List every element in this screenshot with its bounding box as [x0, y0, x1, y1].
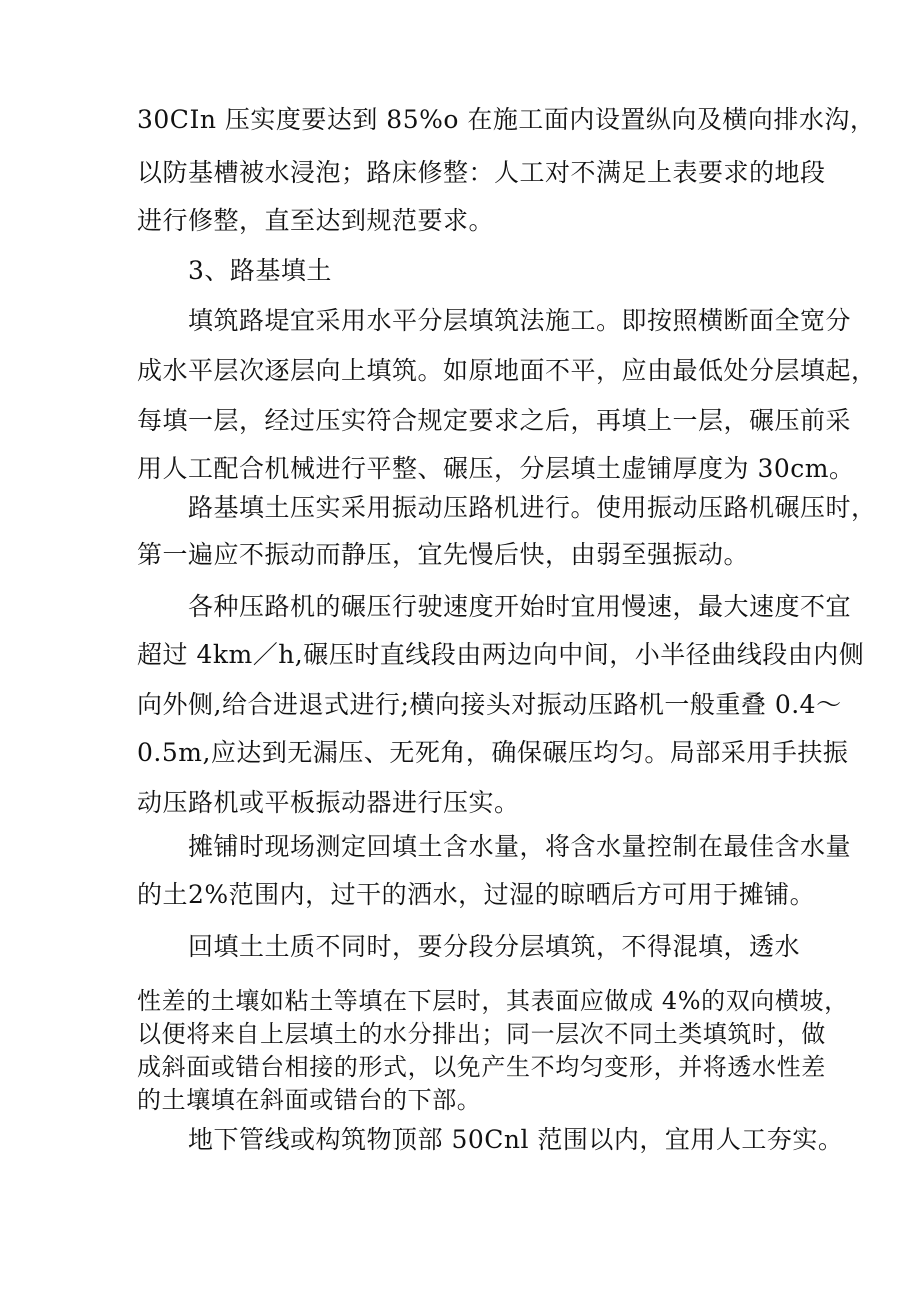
text-line: 动压路机或平板振动器进行压实。 [137, 788, 520, 817]
text-line: 回填土土质不同时，要分段分层填筑，不得混填，透水 [188, 932, 801, 961]
text-line: 以便将来自上层填土的水分排出；同一层次不同土类填筑时，做 [137, 1020, 826, 1048]
text-line: 地下管线或构筑物顶部 50Cnl 范围以内，宜用人工夯实。 [188, 1125, 844, 1154]
text-line: 超过 4km／h,碾压时直线段由两边向中间，小半径曲线段由内侧 [137, 640, 865, 669]
text-line: 进行修整，直至达到规范要求。 [137, 206, 495, 235]
text-line: 以防基槽被水浸泡；路床修整：人工对不满足上表要求的地段 [137, 158, 826, 187]
text-line: 30CIn 压实度要达到 85%o 在施工面内设置纵向及横向排水沟， [137, 105, 876, 134]
text-line: 的土壤填在斜面或错台的下部。 [137, 1086, 482, 1114]
text-line: 向外侧,给合进退式进行;横向接头对振动压路机一般重叠 0.4〜 [137, 690, 842, 719]
text-line: 每填一层，经过压实符合规定要求之后，再填上一层，碾压前采 [137, 406, 852, 435]
text-line: 摊铺时现场测定回填土含水量，将含水量控制在最佳含水量 [188, 832, 852, 861]
text-line: 第一遍应不振动而静压，宜先慢后快，由弱至强振动。 [137, 540, 750, 569]
text-line: 成斜面或错台相接的形式，以免产生不均匀变形，并将透水性差 [137, 1053, 826, 1081]
text-line: 的土2%范围内，过干的洒水，过湿的晾晒后方可用于摊铺。 [137, 880, 816, 909]
text-line: 性差的土壤如粘土等填在下层时，其表面应做成 4%的双向横坡， [137, 987, 849, 1015]
text-line: 0.5m,应达到无漏压、无死角，确保碾压均匀。局部采用手扶振 [137, 738, 849, 767]
text-line: 用人工配合机械进行平整、碾压，分层填土虚铺厚度为 30cm。 [137, 454, 855, 483]
text-line: 成水平层次逐层向上填筑。如原地面不平，应由最低处分层填起， [137, 356, 877, 385]
text-line: 路基填土压实采用振动压路机进行。使用振动压路机碾压时， [188, 493, 877, 522]
text-line: 各种压路机的碾压行驶速度开始时宜用慢速，最大速度不宜 [188, 592, 852, 621]
text-line: 填筑路堤宜采用水平分层填筑法施工。即按照横断面全宽分 [188, 306, 852, 335]
section-heading: 3、路基填土 [188, 256, 332, 285]
